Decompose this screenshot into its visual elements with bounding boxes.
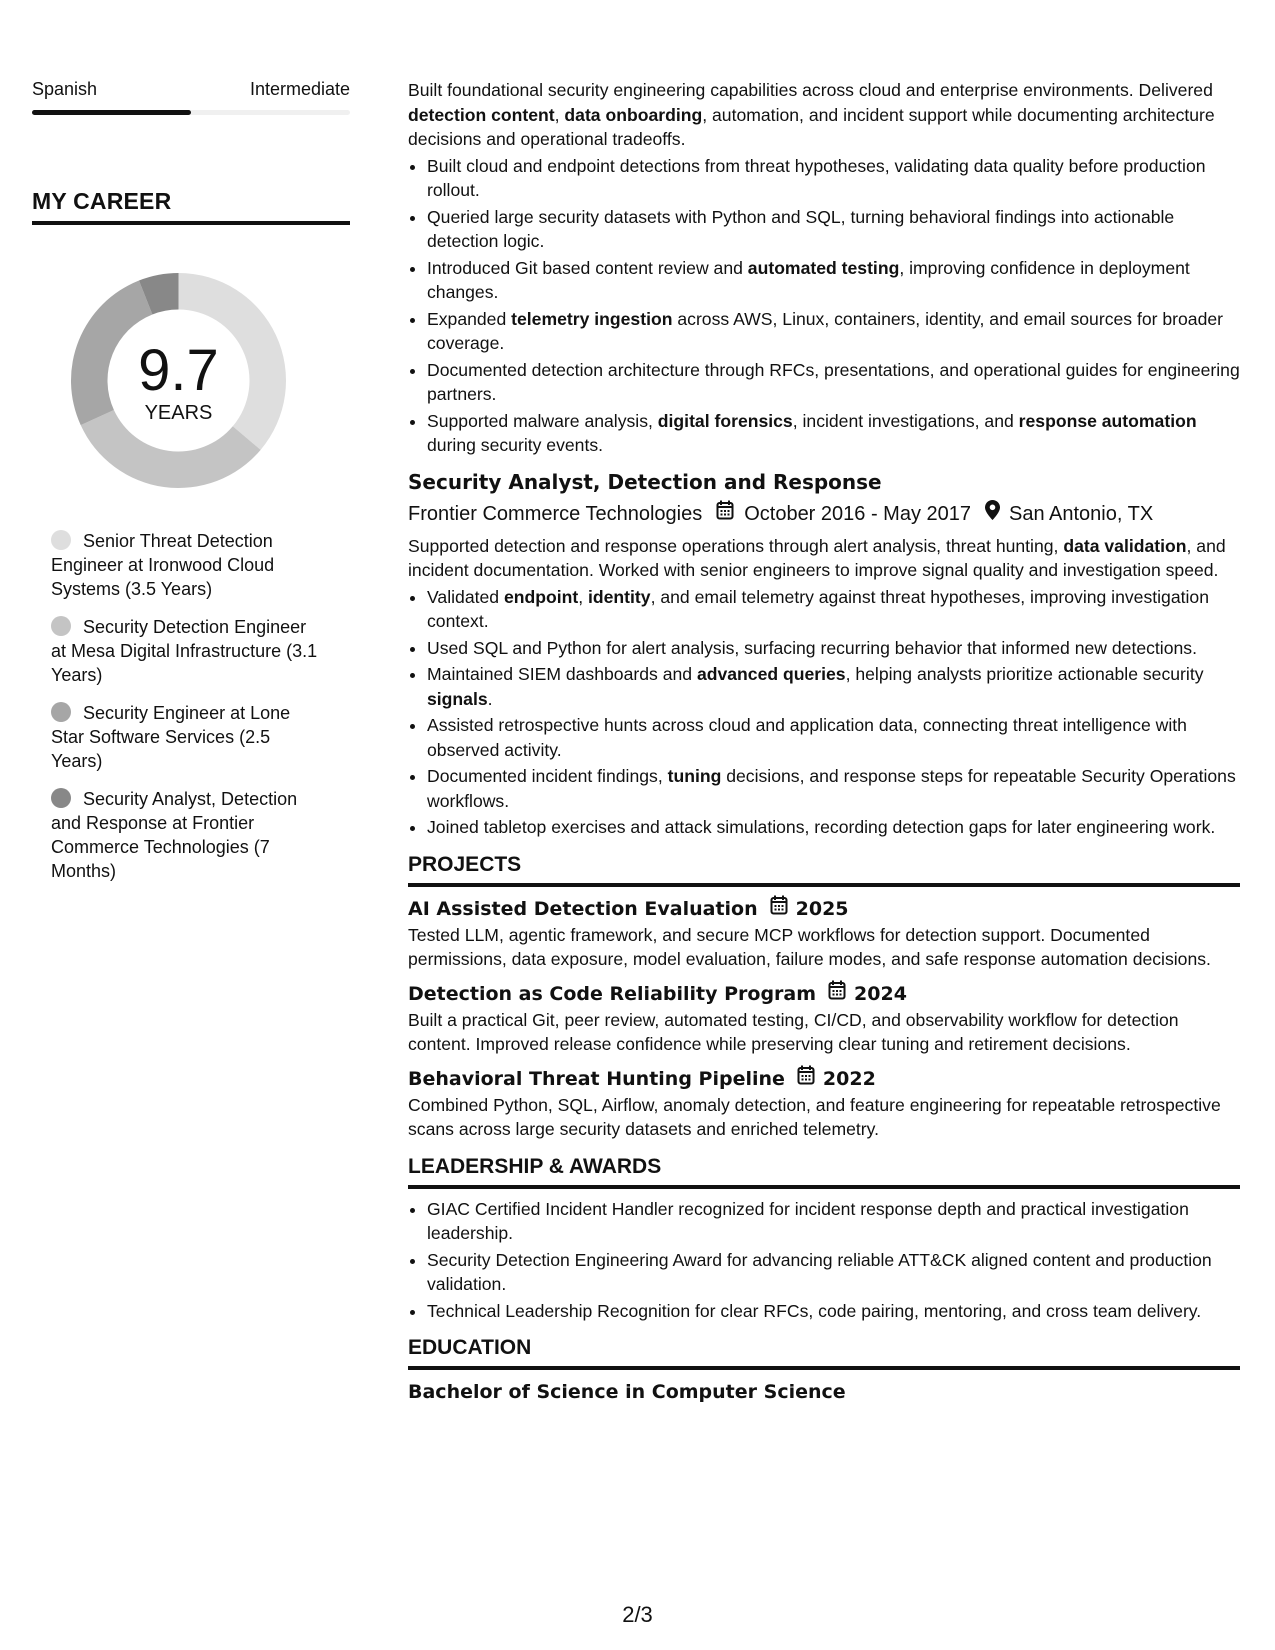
career-heading: MY CAREER: [32, 188, 172, 214]
text-run: , improving confidence in deployment changes.: [427, 257, 1190, 302]
bold-text: telemetry ingestion: [511, 308, 673, 329]
legend-swatch-icon: [51, 530, 71, 550]
legend-label: Security Detection Engineer at Mesa Digital Infrastructure (3.1 Years): [51, 617, 318, 685]
job-bullet: [427, 662, 1240, 711]
bold-text: response automation: [1018, 410, 1197, 431]
text-run: across AWS, Linux, containers, identity, and email sources for broader coverage.: [427, 308, 1224, 353]
language-proficiency-bar: [32, 110, 350, 115]
text-run: Documented detection architecture through RFCs, presentations, and operational guides for engineering partners.: [427, 359, 1240, 404]
project-description: Built a practical Git, peer review, automated testing, CI/CD, and observability workflow for detection content. Improved release confidence while preserving clear tuning and retirement decisions.: [408, 1009, 1179, 1054]
legend-item: [51, 701, 321, 773]
job-bullet: [427, 764, 1240, 813]
prev-job-bullet: [427, 409, 1240, 458]
job-summary: [408, 534, 1240, 583]
education-heading: EDUCATION: [408, 1336, 532, 1359]
bold-text: automated testing: [747, 257, 900, 278]
project-year: 2025: [795, 897, 849, 920]
career-total-value: 9.7: [138, 338, 219, 403]
career-total-unit: YEARS: [144, 402, 213, 424]
legend-swatch-icon: [51, 702, 71, 722]
text-run: Used SQL and Python for alert analysis, surfacing recurring behavior that informed new detections.: [427, 637, 1197, 658]
bold-text: signals: [427, 688, 488, 709]
prev-job-bullet: [427, 358, 1240, 407]
calendar-icon: [716, 500, 734, 528]
main-content: [408, 78, 1240, 1406]
career-donut-center: [66, 268, 291, 424]
language-row: [32, 78, 350, 100]
project-name: AI Assisted Detection Evaluation: [408, 897, 758, 920]
projects-list: [408, 895, 1240, 1142]
page-number: 2/3: [622, 1602, 653, 1627]
prev-job-bullet: [427, 307, 1240, 356]
job-title: Security Analyst, Detection and Response: [408, 469, 882, 494]
project-name: Detection as Code Reliability Program: [408, 982, 817, 1005]
bold-text: digital forensics: [657, 410, 793, 431]
language-proficiency-fill: [32, 110, 191, 115]
job-location: San Antonio, TX: [1009, 502, 1154, 525]
job-bullet: [427, 585, 1240, 634]
education-heading-rule: [408, 1366, 1240, 1370]
text-run: Validated: [427, 586, 504, 607]
bold-text: identity: [588, 586, 651, 607]
projects-heading-rule: [408, 883, 1240, 887]
text-run: Supported detection and response operations through alert analysis, threat hunting,: [408, 535, 1064, 556]
text-run: Built foundational security engineering capabilities across cloud and enterprise environments. Delivered: [408, 80, 1213, 100]
prev-job-bullet: [427, 154, 1240, 203]
awards-list: [408, 1197, 1240, 1324]
legend-swatch-icon: [51, 616, 71, 636]
text-run: , automation, and incident support while documenting architecture decisions and operational tradeoffs.: [408, 104, 1215, 149]
job-dates: October 2016 - May 2017: [744, 502, 971, 525]
bold-text: endpoint: [503, 586, 579, 607]
bold-text: detection content: [408, 104, 555, 125]
text-run: during security events.: [427, 435, 604, 455]
text-run: Maintained SIEM dashboards and: [427, 664, 697, 684]
award-item: • Technical Leadership Recognition for clear RFCs, code pairing, mentoring, and cross team delivery.: [427, 1299, 1240, 1324]
job-bullets: [408, 585, 1240, 840]
project-name: Behavioral Threat Hunting Pipeline: [408, 1067, 785, 1090]
project-title: [408, 980, 1240, 1008]
career-donut-chart: [66, 268, 291, 493]
text-run: Documented incident findings,: [427, 766, 668, 786]
projects-heading: PROJECTS: [408, 852, 522, 876]
text-run: , and email telemetry against threat hypotheses, improving investigation context.: [427, 586, 1209, 631]
text-run: Assisted retrospective hunts across cloud and application data, connecting threat intelligence with observed activity.: [427, 715, 1187, 760]
text-run: , incident investigations, and: [792, 410, 1019, 431]
bold-text: data onboarding: [564, 104, 703, 125]
legend-item: [51, 529, 321, 601]
education-degree: Bachelor of Science in Computer Science: [408, 1381, 846, 1403]
legend-item: [51, 615, 321, 687]
text-run: , helping analysts prioritize actionable security: [845, 664, 1204, 684]
calendar-icon: [797, 1065, 815, 1093]
awards-heading-rule: [408, 1185, 1240, 1189]
project-year: 2024: [854, 982, 907, 1005]
awards-heading: LEADERSHIP & AWARDS: [408, 1154, 662, 1178]
calendar-icon: [770, 895, 788, 923]
legend-label: Senior Threat Detection Engineer at Ironwood Cloud Systems (3.5 Years): [51, 531, 275, 599]
language-level: Intermediate: [249, 79, 350, 99]
career-legend: [51, 529, 321, 883]
job-company: Frontier Commerce Technologies: [408, 502, 703, 525]
bold-text: advanced queries: [696, 664, 846, 684]
legend-swatch-icon: [51, 788, 71, 808]
map-pin-icon: [985, 500, 1000, 528]
text-run: , and incident documentation. Worked with senior engineers to improve signal quality and investigation speed.: [408, 535, 1226, 580]
project-description: Combined Python, SQL, Airflow, anomaly detection, and feature engineering for repeatable retrospective scans across large security datasets and enriched telemetry.: [408, 1094, 1221, 1139]
bold-text: tuning: [667, 766, 722, 786]
sidebar: [32, 78, 350, 897]
calendar-icon: [828, 980, 846, 1008]
job-bullet: [427, 713, 1240, 762]
career-heading-rule: [32, 221, 350, 225]
text-run: Joined tabletop exercises and attack simulations, recording detection gaps for later engineering work.: [427, 817, 1216, 837]
project-title: [408, 1065, 1240, 1093]
project-title: [408, 895, 1240, 923]
prev-job-bullets: [408, 154, 1240, 458]
job-bullet: [427, 815, 1240, 840]
bold-text: data validation: [1063, 535, 1187, 556]
award-item: • Security Detection Engineering Award for advancing reliable ATT&CK aligned content and production validation.: [427, 1248, 1240, 1297]
text-run: ,: [554, 104, 565, 125]
prev-job-bullet: [427, 205, 1240, 254]
legend-label: Security Analyst, Detection and Response at Frontier Commerce Technologies (7 Months): [51, 789, 298, 881]
text-run: Introduced Git based content review and: [427, 257, 748, 278]
text-run: Built cloud and endpoint detections from threat hypotheses, validating data quality before production rollout.: [427, 155, 1206, 200]
text-run: Supported malware analysis,: [427, 410, 658, 431]
text-run: Expanded: [427, 308, 512, 329]
language-name: Spanish: [32, 79, 98, 99]
legend-label: Security Engineer at Lone Star Software Services (2.5 Years): [51, 703, 291, 771]
award-item: • GIAC Certified Incident Handler recognized for incident response depth and practical investigation leadership.: [427, 1197, 1240, 1246]
text-run: decisions, and response steps for repeatable Security Operations workflows.: [427, 766, 1236, 811]
legend-item: [51, 787, 321, 883]
text-run: ,: [578, 586, 589, 607]
prev-job-summary: [408, 78, 1240, 152]
prev-job-bullet: [427, 256, 1240, 305]
project-description: Tested LLM, agentic framework, and secure MCP workflows for detection support. Documented permissions, data exposure, model evaluation, failure modes, and safe response automation decisions.: [408, 924, 1211, 969]
project-year: 2022: [822, 1067, 876, 1090]
text-run: Queried large security datasets with Python and SQL, turning behavioral findings into actionable detection logic.: [427, 206, 1175, 251]
job-bullet: [427, 636, 1240, 661]
text-run: .: [487, 688, 493, 709]
job-meta: [408, 500, 1240, 528]
